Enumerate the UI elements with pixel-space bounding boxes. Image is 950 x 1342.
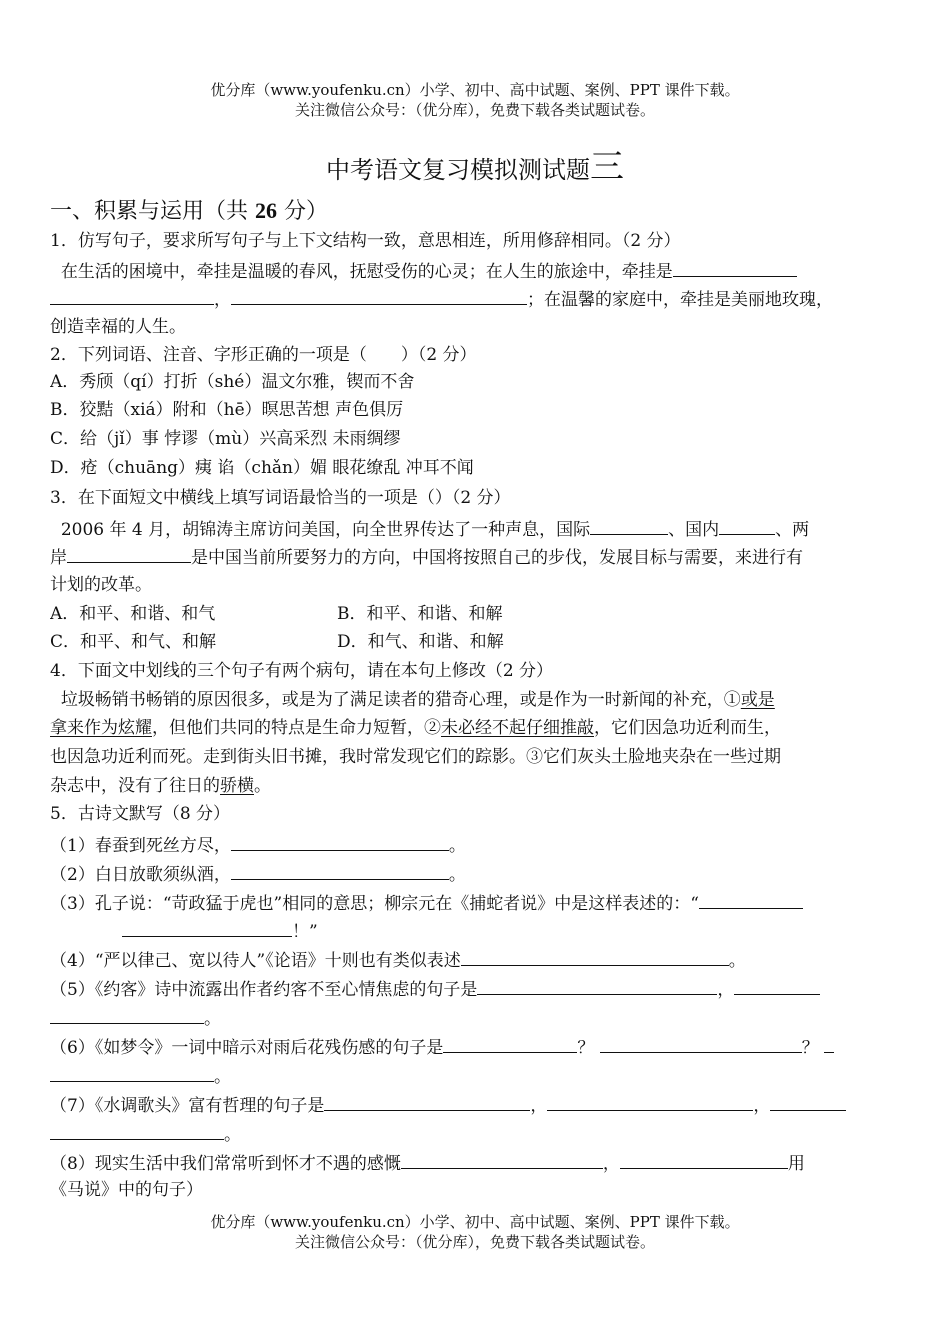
q4-passage-line-3: 也因急功近利而死。走到街头旧书摊，我时常发现它们的踪影。③它们灰头土脸地夹杂在一些过期 [50, 747, 781, 767]
q1-text-4: 创造幸福的人生。 [50, 317, 186, 337]
q5-stem: 5．古诗文默写（8 分） [50, 804, 231, 824]
answer-blank[interactable] [122, 919, 292, 937]
q5-item-5 [50, 977, 896, 1001]
q4-stem: 4．下面文中划线的三个句子有两个病句，请在本句上修改（2 分） [50, 661, 554, 681]
q3-text-1: 2006 年 4 月，胡锦涛主席访问美国，向全世界传达了一种声息，国际 [60, 520, 591, 540]
q5-item-6 [50, 1035, 896, 1059]
q4-text: 杂志中，没有了往日的 [50, 776, 220, 796]
section-points: 26 [255, 198, 277, 223]
q3-stem: 3．在下面短文中横线上填写词语最恰当的一项是（）（2 分） [50, 488, 511, 508]
q5-item-8 [50, 1151, 896, 1175]
q2-option-d [50, 457, 896, 479]
q2-c-text: C． [50, 429, 81, 449]
q5-item-8-cont: 《马说》中的句子） [50, 1180, 203, 1200]
q5-item-text: （2）白日放歌须纵酒， [50, 865, 231, 885]
q2-a-dotted: 折 [180, 372, 198, 392]
q4-underlined-sentence: 或是 [740, 690, 775, 710]
q5-item-text: （3）孔子说：“苛政猛于虎也”相同的意思；柳宗元在《捕蛇者说》中是这样表述的：“ [50, 894, 699, 914]
title-main: 中考语文复习模拟测试题 [326, 156, 590, 184]
q5-item-text: （7）《水调歌头》富有哲理的句子是 [50, 1096, 325, 1116]
q2-d-text: D． [50, 458, 81, 478]
q5-item-6-cont [50, 1064, 896, 1088]
q2-option-b [50, 399, 896, 421]
q2-stem: 2．下列词语、注音、字形正确的一项是（ ）（2 分） [50, 345, 477, 365]
q2-option-a [50, 371, 896, 393]
answer-blank[interactable] [770, 1093, 846, 1111]
q2-d-dotted: 谄 [217, 458, 235, 478]
q5-punct: ？ [801, 1038, 819, 1058]
title-number: 三 [590, 147, 624, 187]
answer-blank[interactable] [699, 891, 803, 909]
q5-item-text: 用 [787, 1154, 805, 1174]
section-suffix: 分） [277, 199, 328, 224]
q5-punct: ， [602, 1154, 620, 1174]
section-prefix: 一、积累与运用（共 [50, 199, 255, 224]
answer-blank[interactable] [231, 862, 449, 880]
q5-punct: 。 [224, 1125, 241, 1145]
q5-punct: 。 [728, 951, 746, 971]
answer-blank[interactable] [50, 1064, 214, 1082]
q2-option-c [50, 428, 896, 450]
q2-b-dotted: 和 [189, 400, 207, 420]
answer-blank[interactable] [50, 287, 214, 305]
q3-option-d: D．和气、和谐、和解 [337, 632, 504, 652]
q2-a-text: A．秀 [50, 372, 97, 392]
q2-a-dotted: 颀 [96, 372, 114, 392]
q2-c-dotted: 给 [80, 429, 98, 449]
q1-text-line-2 [50, 287, 896, 311]
q2-a-text: （qí）打 [113, 372, 181, 392]
q3-option-a: A．和平、和谐、和气 [50, 604, 216, 624]
q4-text: 垃圾畅销书畅销的原因很多，或是为了满足读者的猎奇心理，或是作为一时新闻的补充，① [60, 690, 741, 710]
answer-blank[interactable] [461, 948, 729, 966]
q5-item-7-cont [50, 1122, 896, 1146]
answer-blank[interactable] [734, 977, 820, 995]
q5-item-text: （1）春蚕到死丝方尽， [50, 836, 231, 856]
q3-text-6: 计划的改革。 [50, 575, 152, 595]
q5-item-2 [50, 862, 896, 886]
q2-c-dotted: 谬 [181, 429, 199, 449]
q2-b-text: B．狡 [50, 400, 97, 420]
answer-blank[interactable] [401, 1151, 603, 1169]
q5-punct: ， [530, 1096, 548, 1116]
q4-text: 。 [254, 776, 271, 796]
q3-text-line-2 [50, 545, 896, 569]
q5-punct: 。 [214, 1067, 231, 1087]
q5-item-text: （6）《如梦令》一词中暗示对雨后花残伤感的句子是 [50, 1038, 444, 1058]
header-line-1: 优分库（www.youfenku.cn）小学、初中、高中试题、案例、PPT 课件下载。 [210, 81, 740, 99]
answer-blank[interactable] [620, 1151, 788, 1169]
q1-text-1: 在生活的困境中，牵挂是温暖的春风，抚慰受伤的心灵；在人生的旅途中，牵挂是 [60, 262, 673, 282]
q5-punct: 。 [448, 865, 466, 885]
footer-line-1: 优分库（www.youfenku.cn）小学、初中、高中试题、案例、PPT 课件下载。 [210, 1213, 740, 1231]
q4-underlined-sentence: 骄横 [220, 776, 254, 796]
answer-blank[interactable] [590, 517, 668, 535]
q3-option-b: B．和平、和谐、和解 [337, 604, 503, 624]
q4-passage-line-2 [50, 717, 896, 739]
q4-passage-line-1 [50, 689, 896, 711]
q3-options-row-1 [50, 603, 896, 625]
section-heading [50, 196, 328, 227]
answer-blank[interactable] [231, 287, 527, 305]
q5-item-text: （5）《约客》诗中流露出作者约客不至心情焦虑的句子是 [50, 980, 478, 1000]
q5-punct: ， [753, 1096, 771, 1116]
page-title [0, 147, 950, 187]
q1-comma: ， [214, 290, 231, 310]
answer-blank[interactable] [719, 517, 775, 535]
q5-punct: ？ [577, 1038, 595, 1058]
q5-item-1 [50, 833, 896, 857]
answer-blank[interactable] [600, 1035, 802, 1053]
q5-punct: 。 [204, 1009, 221, 1029]
q3-text-5: 是中国当前所要努力的方向，中国将按照自己的步伐，发展目标与需要，来进行有 [191, 548, 803, 568]
q2-b-text: （hē）暝思苦想 声色俱厉 [206, 400, 404, 420]
answer-blank[interactable] [443, 1035, 577, 1053]
q5-item-text: （4）“严以律己、宽以待人”《论语》十则也有类似表述 [50, 951, 461, 971]
q4-underlined-sentence: 未必经不起仔细推敲 [441, 718, 594, 738]
q5-item-4 [50, 948, 896, 972]
q5-item-text: （8）现实生活中我们常常听到怀才不遇的感慨 [50, 1154, 401, 1174]
q5-item-3-cont [50, 919, 896, 943]
q3-text-2: 、国内 [668, 520, 720, 540]
q4-text: ，它们因急功近利而生， [594, 718, 781, 738]
answer-blank[interactable] [50, 1006, 204, 1024]
q2-c-text: （mù）兴高采烈 未雨绸缪 [198, 429, 401, 449]
q5-punct: ， [717, 980, 735, 1000]
answer-blank[interactable] [673, 259, 797, 277]
q3-text-4: 岸 [50, 548, 67, 568]
q2-a-text: （shé）温文尔雅，锲而不舍 [197, 372, 415, 392]
q5-item-3 [50, 891, 896, 915]
q4-text: ，但他们共同的特点是生命力短暂，② [152, 718, 441, 738]
q2-d-text: （chǎn）媚 眼花缭乱 冲耳不闻 [234, 458, 474, 478]
q3-text-line-1 [50, 517, 896, 541]
answer-blank[interactable] [324, 1093, 530, 1111]
q5-item-7 [50, 1093, 896, 1117]
q5-item-text: ！” [292, 922, 318, 942]
q2-d-dotted: 疮 [80, 458, 98, 478]
q2-d-text: （chuāng）痍 [97, 458, 218, 478]
q2-b-text: （xiá）附 [113, 400, 190, 420]
answer-blank[interactable] [67, 545, 191, 563]
q5-punct: 。 [448, 836, 466, 856]
q2-b-dotted: 黠 [96, 400, 114, 420]
answer-blank[interactable] [477, 977, 717, 995]
q1-text-3: ；在温馨的家庭中，牵挂是美丽地玫瑰， [527, 290, 833, 310]
q3-options-row-2 [50, 631, 896, 653]
q5-item-5-cont [50, 1006, 896, 1030]
header-line-2: 关注微信公众号：（优分库），免费下载各类试题试卷。 [294, 101, 655, 119]
q4-underlined-sentence: 拿来作为炫耀 [50, 718, 152, 738]
answer-blank[interactable] [231, 833, 449, 851]
q3-text-3: 、两 [775, 520, 810, 540]
answer-blank[interactable] [547, 1093, 753, 1111]
answer-blank[interactable] [50, 1122, 224, 1140]
q4-passage-line-4 [50, 775, 896, 797]
q2-c-text: （jǐ）事 悖 [97, 429, 182, 449]
q1-stem: 1．仿写句子，要求所写句子与上下文结构一致，意思相连，所用修辞相同。（2 分） [50, 231, 681, 251]
footer-line-2: 关注微信公众号：（优分库），免费下载各类试题试卷。 [294, 1233, 655, 1251]
q1-text-line-1 [50, 259, 896, 283]
answer-blank[interactable] [824, 1035, 834, 1053]
q3-option-c: C．和平、和气、和解 [50, 632, 217, 652]
